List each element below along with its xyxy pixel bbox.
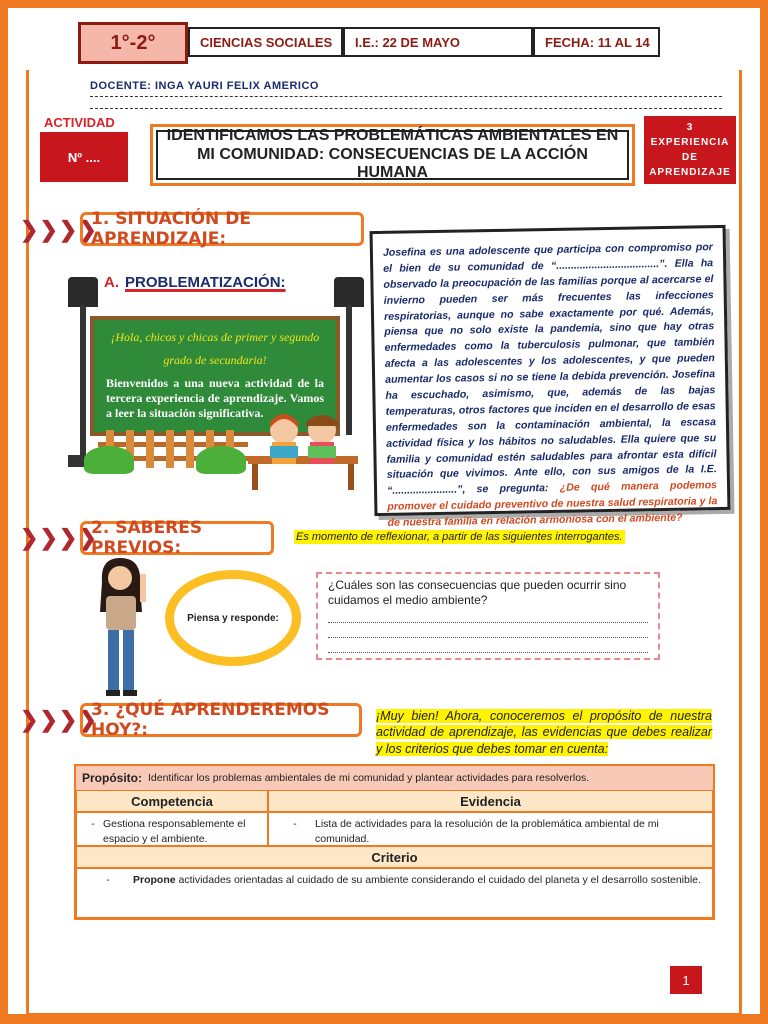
teacher-name: DOCENTE: INGA YAURI FELIX AMERICO	[90, 80, 319, 92]
experience-badge	[644, 116, 736, 184]
experience-line2: DE	[682, 152, 698, 163]
experience-line1: EXPERIENCIA	[650, 137, 730, 148]
sub-title: PROBLEMATIZACIÓN:	[125, 274, 286, 291]
bush-icon	[84, 446, 134, 474]
evidencia-cell	[268, 812, 713, 846]
competencia-header: Competencia	[76, 790, 268, 812]
purpose-text: Identificar los problemas ambientales de mi comunidad y plantear actividades para resolverlos.	[148, 772, 590, 784]
think-bubble-text: Piensa y responde:	[174, 579, 292, 657]
bush-icon	[196, 446, 246, 474]
reflection-prompt: Es momento de reflexionar, a partir de las siguientes interrogantes.	[296, 531, 623, 543]
story-question: ¿De qué manera podemos promover el cuidado preventivo de nuestra salud respiratoria y la de nuestra familia en relación armoniosa con el ambiente?	[387, 479, 718, 529]
divider-line	[90, 96, 722, 97]
table-row	[76, 812, 713, 846]
subject-cell: CIENCIAS SOCIALES	[188, 27, 343, 57]
chevron-arrows-icon: ❯ ❯ ❯ ❯	[20, 525, 97, 550]
criterio-text	[133, 873, 701, 913]
lamp-post-left	[80, 305, 86, 465]
criterio-cell	[76, 868, 713, 918]
question-box	[316, 572, 660, 660]
teacher-illustration	[92, 556, 150, 702]
kids-reading-illustration	[244, 410, 362, 492]
bullet: -	[293, 818, 297, 830]
board-text: Bienvenidos a una nueva actividad de la tercera experiencia de aprendizaje. Vamos a leer la situación significativa.	[106, 375, 324, 420]
lamp-icon	[334, 277, 364, 307]
criterio-bold: Propone	[133, 874, 176, 886]
lamp-icon	[68, 277, 98, 307]
table-header-row	[76, 790, 713, 812]
section1-heading: 1. SITUACIÓN DE APRENDIZAJE:	[80, 212, 364, 246]
page-border-left	[0, 0, 8, 1024]
date-cell: FECHA: 11 AL 14	[533, 27, 660, 57]
section2-heading: 2. SABERES PREVIOS:	[80, 521, 274, 555]
chevron-arrows-icon: ❯ ❯ ❯ ❯	[20, 217, 97, 242]
competencia-text: Gestiona responsablemente el espacio y el ambiente.	[103, 818, 246, 845]
activity-title-box	[150, 124, 635, 186]
activity-number: Nº ....	[40, 132, 128, 182]
board-greeting: ¡Hola, chicos y chicas de primer y segundo grado de secundaria!	[110, 330, 320, 367]
bullet: -	[91, 818, 95, 830]
think-bubble	[165, 570, 301, 666]
activity-title: IDENTIFICAMOS LAS PROBLEMÁTICAS AMBIENTALES EN MI COMUNIDAD: CONSECUENCIAS DE LA ACCIÓN HUMANA	[156, 130, 629, 180]
evidencia-header: Evidencia	[268, 790, 713, 812]
situation-story	[370, 225, 731, 529]
section3-heading: 3. ¿QUÉ APRENDEREMOS HOY?:	[80, 703, 362, 737]
criterio-rest: actividades orientadas al cuidado de su ambiente considerando el cuidado del planeta y el desarrollo sostenible.	[175, 874, 701, 886]
activity-label: ACTIVIDAD	[44, 115, 115, 130]
page-border-right	[760, 0, 768, 1024]
problematizacion-heading	[104, 274, 286, 291]
answer-line[interactable]	[328, 640, 648, 653]
divider-line	[90, 108, 722, 109]
criterio-header: Criterio	[76, 846, 713, 868]
purpose-row	[76, 766, 713, 790]
page-number: 1	[670, 966, 702, 994]
reflection-question: ¿Cuáles son las consecuencias que pueden ocurrir sino cuidamos el medio ambiente?	[328, 578, 627, 607]
page-border-top	[0, 0, 768, 8]
answer-line[interactable]	[328, 625, 648, 638]
chevron-arrows-icon: ❯ ❯ ❯ ❯	[20, 707, 97, 732]
story-text: Josefina es una adolescente que participa con compromiso por el bien de su comunidad de “...................................”. Ella ha observado la preocupación de las familias porque al acercarse el invierno pueden ser más frecuentes las infecciones respiratorias, aunque no sabe exactamente por qué. Además, piensa que no solo existe la pandemia, sino que hay otras enfermedades como la tuberculosis pulmonar, que también afecta a las adolescentes y los adolescentes, y que pueden aumentar los casos si no se tiene la debida prevención. Josefina ha escuchado, asimismo, que, además de las bajas temperaturas, otros factores que inciden en el desarrollo de esas enfermedades son la contaminación ambiental, la escasa actividad física y los hábitos no saludables. Ella quiere que su familia y comunidad estén saludables para afrontar esta difícil situación que vivimos. Ante ello, con sus amigos de la I.E. “......................”, se pregunta:	[382, 241, 717, 498]
competencia-cell	[76, 812, 268, 846]
school-cell: I.E.: 22 DE MAYO	[343, 27, 533, 57]
purpose-table	[74, 764, 715, 920]
answer-line[interactable]	[328, 610, 648, 623]
bullet: -	[106, 874, 110, 886]
grade-badge: 1°-2°	[78, 22, 188, 64]
experience-line3: APRENDIZAJE	[649, 167, 731, 178]
evidencia-text: Lista de actividades para la resolución de la problemática ambiental de mi comunidad.	[315, 818, 659, 845]
experience-number: 3	[686, 122, 694, 133]
purpose-label: Propósito:	[82, 771, 142, 785]
section3-intro	[376, 708, 712, 757]
sub-letter: A.	[104, 274, 119, 291]
intro-text: ¡Muy bien! Ahora, conoceremos el propósito de nuestra actividad de aprendizaje, las evidencias que debes realizar y los criterios que debes tomar en cuenta:	[376, 709, 712, 756]
